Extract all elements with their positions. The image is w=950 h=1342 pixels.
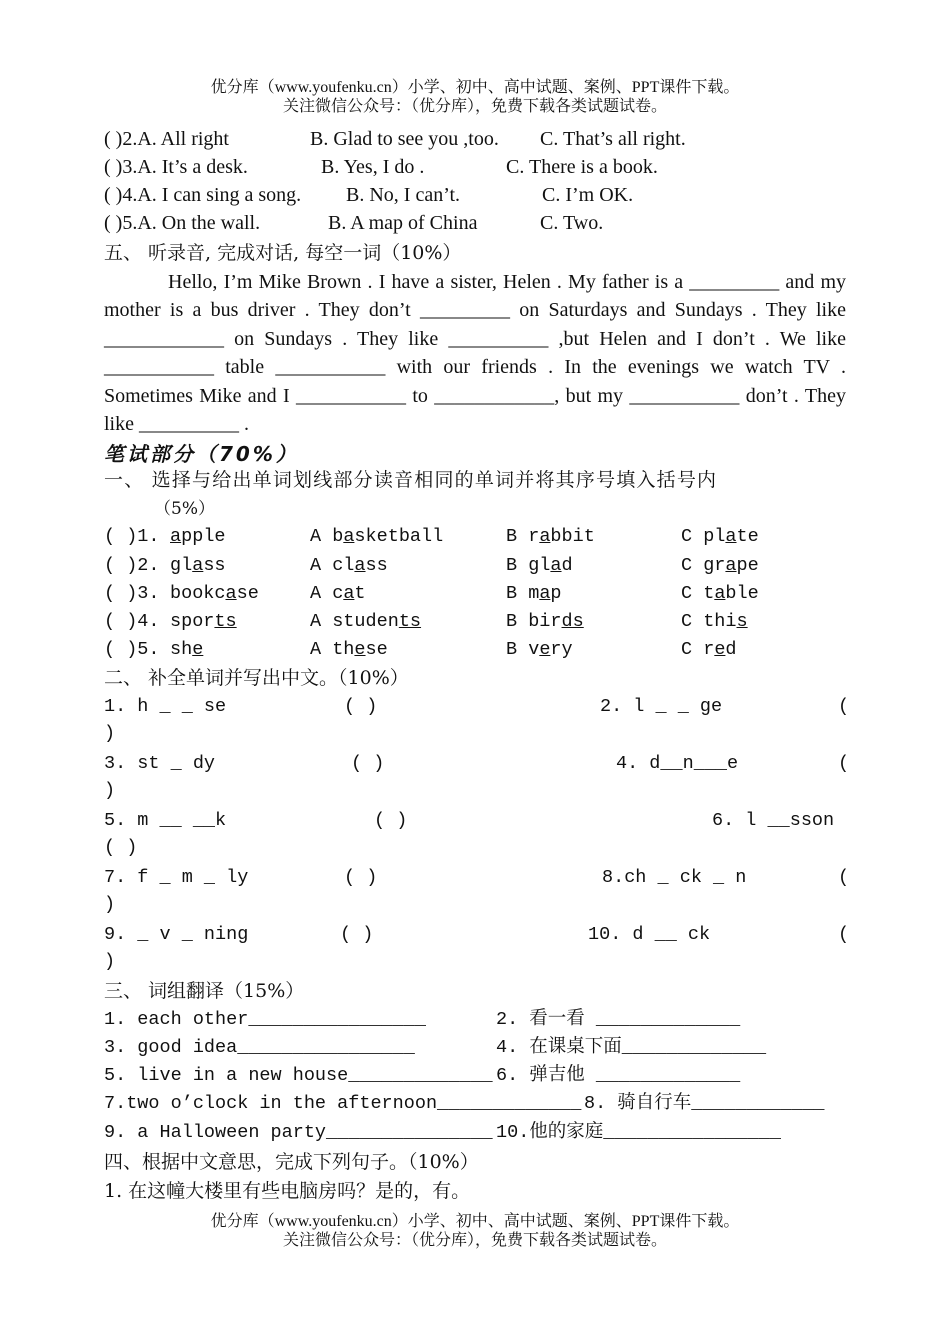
list-item-continued	[104, 834, 137, 862]
given-word: apple	[170, 526, 226, 547]
option-c: C grape	[681, 555, 759, 576]
phrase-left: 5. live in a new house_____________	[104, 1065, 493, 1086]
word-blank: 9. _ v _ ning	[104, 924, 249, 945]
option-a: A basketball	[310, 526, 444, 547]
given-word: sports	[170, 611, 237, 632]
answer-paren-close: )	[104, 780, 116, 801]
option-b: B birds	[506, 611, 584, 632]
answer-paren-open: (	[838, 753, 850, 774]
option-b: B glad	[506, 555, 573, 576]
word-blank: 8.ch _ ck _ n	[602, 867, 747, 888]
word-blank: 7. f _ m _ ly	[104, 867, 249, 888]
section-1-title-percent: （5%）	[154, 499, 215, 519]
answer-paren-open: (	[838, 696, 850, 717]
given-word: she	[170, 639, 204, 660]
given-word: glass	[170, 555, 226, 576]
header-line-1: 优分库（www.youfenku.cn）小学、初中、高中试题、案例、PPT课件下载。	[210, 79, 740, 96]
given-word: bookcase	[170, 583, 259, 604]
section-5-paragraph: Hello, I’m Mike Brown . I have a sister, Helen . My father is a _________ and my mother is a bus driver . They don’t _________ on Saturdays and Sundays . They like ____________ on Sundays . They like __________ ,but Helen and I don’t . We like ___________ table ___________ with our friends . In the evenings we watch TV . Sometimes Mike and I ___________ to ____________, but my ___________ don’t . They like __________ .	[104, 271, 846, 436]
list-item-continued	[104, 720, 115, 748]
item-number: ( )3.	[104, 583, 160, 604]
option-a: A class	[310, 555, 388, 576]
page-footer	[0, 1212, 950, 1250]
answer-paren: ( )	[374, 810, 408, 831]
section-3-title: 三、 词组翻译（15%）	[104, 980, 305, 1002]
answer-paren-close: )	[104, 951, 116, 972]
answer-paren-open: (	[838, 924, 850, 945]
written-part-title: 笔试部分（70%）	[104, 442, 299, 466]
phrase-left: 9. a Halloween party_______________	[104, 1122, 493, 1143]
option-a: A cat	[310, 583, 366, 604]
answer-paren: ( )	[351, 753, 385, 774]
option-c: C this	[681, 611, 748, 632]
option-b: B rabbit	[506, 526, 595, 547]
option-b: B very	[506, 639, 573, 660]
option-a: A these	[310, 639, 388, 660]
answer-paren: ( )	[344, 867, 378, 888]
answer-paren-close: )	[104, 723, 116, 744]
option-c: C table	[681, 583, 759, 604]
page-header	[0, 78, 950, 116]
section-4-question-1: 1. 在这幢大楼里有些电脑房吗？是的，有。	[104, 1180, 471, 1202]
phrase-left: 7.two o’clock in the afternoon_____________	[104, 1093, 582, 1114]
list-item-continued	[104, 948, 115, 976]
phrase-left: 1. each other________________	[104, 1009, 426, 1030]
item-number: ( )4.	[104, 611, 160, 632]
word-blank: 2. l _ _ ge	[600, 696, 723, 717]
phrase-right: 2. 看一看 _____________	[496, 1009, 741, 1030]
option-b: B map	[506, 583, 562, 604]
answer-paren-close: ( )	[104, 837, 138, 858]
phrase-right: 6. 弹吉他 _____________	[496, 1065, 741, 1086]
phrase-right: 10.他的家庭________________	[496, 1122, 781, 1143]
footer-line-2: 关注微信公众号：（优分库），免费下载各类试题试卷。	[282, 1232, 667, 1249]
exam-page: 优分库（www.youfenku.cn）小学、初中、高中试题、案例、PPT课件下载。 关注微信公众号：（优分库），免费下载各类试题试卷。 ( )2.A. All right B. Glad to see you ,too. C. That’s all right. ( )3.A. It’s a desk. B. Yes, I do . C. There is a book. ( )4.A. I can sing a song. B. No, I can’t. C. I’m OK. ( )5.A. On the wall. B. A map of China C. Two. 五、 听录音, 完成对话, 每空一词（10%） Hello, I’m Mike Brown . I have a sister, Helen . My father is a _________ and my mother is a bus driver . They don’t _________ on Saturdays and Sundays . They like ____________ on Sundays . They like __________ ,but Helen and I don’t . We like ___________ table ___________ with our friends . In the evenings we watch TV . Sometimes Mike and I ___________ to ____________, but my ___________ don’t . They like __________ . 笔试部分（70%） 一、 选择与给出单词划线部分读音相同的单词并将其序号填入括号内 （5%） ( )1. apple A basketball B rabbit C plate ( )2. glass A class B glad C grape ( )3. bookcase A cat B map C table ( )4. sports A students B birds C this ( )5. she A these B very C red 二、 补全单词并写出中文。（10%） 1. h _ _ se ( ) 2. l _ _ ge ( ) 3. st _ dy ( ) 4. d__n___e ( ) 5. m __ __k ( ) 6. l __sson ( ) 7. f _ m _ ly ( ) 8.ch _ ck _ n ( ) 9. _ v _ ning ( ) 10. d __ ck ( ) 三、 词组翻译（15%） 1. each other________________ 2. 看一看 _____________ 3. good idea________________ 4. 在课桌下面_____________ 5. live in a new house_____________ 6. 弹吉他 _____________ 7.two o’clock in the afternoon_____________ 8. 骑自行车____________ 9. a Halloween party_______________ 10.他的家庭________________ 四、根据中文意思，完成下列句子。（10%） 1. 在这幢大楼里有些电脑房吗？是的，有。 优分库（www.youfenku.cn）小学、初中、高中试题、案例、PPT课件下载。 关注微信公众号：（优分库），免费下载各类试题试卷。	[0, 0, 950, 1342]
word-blank: 3. st _ dy	[104, 753, 216, 774]
answer-paren-close: )	[104, 894, 116, 915]
list-item-continued	[104, 891, 115, 919]
section-2-title: 二、 补全单词并写出中文。（10%）	[104, 667, 409, 689]
phrase-right: 4. 在课桌下面_____________	[496, 1037, 767, 1058]
item-number: ( )5.	[104, 639, 160, 660]
option-c: C red	[681, 639, 737, 660]
word-blank: 10. d __ ck	[588, 924, 711, 945]
option-c: C plate	[681, 526, 759, 547]
section-1-title: 一、 选择与给出单词划线部分读音相同的单词并将其序号填入括号内	[104, 469, 718, 491]
item-number: ( )1.	[104, 526, 160, 547]
word-blank: 6. l __sson	[712, 810, 835, 831]
section-5-title: 五、 听录音, 完成对话, 每空一词（10%）	[104, 242, 462, 264]
word-blank: 5. m __ __k	[104, 810, 227, 831]
word-blank: 4. d__n___e	[616, 753, 739, 774]
word-blank: 1. h _ _ se	[104, 696, 227, 717]
item-number: ( )2.	[104, 555, 160, 576]
header-line-2: 关注微信公众号：（优分库），免费下载各类试题试卷。	[282, 98, 667, 115]
answer-paren: ( )	[340, 924, 374, 945]
answer-paren-open: (	[838, 867, 850, 888]
list-item-continued	[104, 777, 115, 805]
phrase-right: 8. 骑自行车____________	[584, 1093, 825, 1114]
section-4-title: 四、根据中文意思，完成下列句子。（10%）	[104, 1151, 479, 1173]
footer-line-1: 优分库（www.youfenku.cn）小学、初中、高中试题、案例、PPT课件下载。	[210, 1213, 740, 1230]
answer-paren: ( )	[344, 696, 378, 717]
option-a: A students	[310, 611, 422, 632]
phrase-left: 3. good idea________________	[104, 1037, 415, 1058]
